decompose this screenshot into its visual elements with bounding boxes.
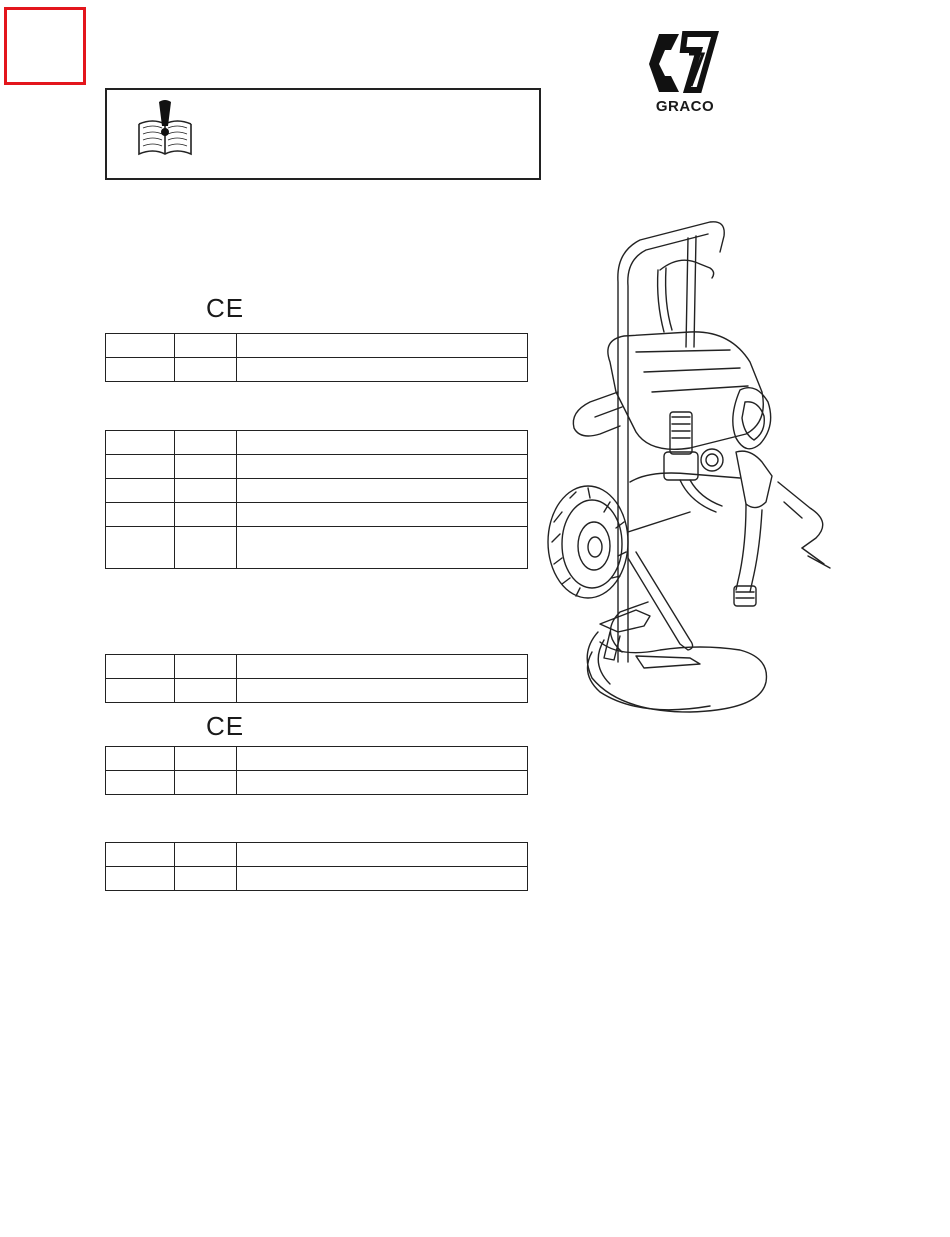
table-row <box>106 843 528 867</box>
table-cell <box>106 358 175 382</box>
airless-sprayer-cart-illustration <box>540 212 840 732</box>
graco-wordmark: GRACO <box>655 98 715 115</box>
table-cell <box>106 747 175 771</box>
table-cell <box>175 527 237 569</box>
table-cell <box>237 431 528 455</box>
table-cell <box>175 358 237 382</box>
model-table-5 <box>105 842 528 891</box>
table-cell <box>175 843 237 867</box>
table-row <box>106 527 528 569</box>
table-cell <box>175 503 237 527</box>
table-cell <box>106 867 175 891</box>
table-cell <box>237 747 528 771</box>
table-cell <box>237 771 528 795</box>
table-cell <box>106 527 175 569</box>
table-cell <box>175 747 237 771</box>
table-cell <box>106 771 175 795</box>
table-row <box>106 334 528 358</box>
graco-logo <box>645 30 725 120</box>
table-cell <box>237 334 528 358</box>
table-row <box>106 455 528 479</box>
table-cell <box>237 479 528 503</box>
table-cell <box>237 679 528 703</box>
table-row <box>106 655 528 679</box>
red-corner-box <box>4 7 86 85</box>
table-cell <box>175 431 237 455</box>
registered-mark: ® <box>711 30 718 40</box>
ce-mark: CE <box>206 293 245 323</box>
table-cell <box>237 867 528 891</box>
table-cell <box>106 334 175 358</box>
table-row <box>106 771 528 795</box>
graco-mark-icon <box>645 30 725 98</box>
ce-mark: CE <box>206 711 245 741</box>
table-row <box>106 503 528 527</box>
warning-box <box>105 88 541 180</box>
table-cell <box>106 455 175 479</box>
table-cell <box>237 503 528 527</box>
table-cell <box>237 655 528 679</box>
model-table-4 <box>105 746 528 795</box>
table-row <box>106 358 528 382</box>
table-cell <box>237 843 528 867</box>
table-cell <box>106 479 175 503</box>
table-row <box>106 679 528 703</box>
table-cell <box>106 655 175 679</box>
table-cell <box>175 771 237 795</box>
table-cell <box>175 334 237 358</box>
table-cell <box>106 843 175 867</box>
model-table-1 <box>105 333 528 382</box>
read-manual-warning-icon <box>135 98 195 158</box>
table-cell <box>106 679 175 703</box>
table-cell <box>237 527 528 569</box>
table-cell <box>175 455 237 479</box>
model-table-3 <box>105 654 528 703</box>
table-row <box>106 747 528 771</box>
table-cell <box>237 358 528 382</box>
table-cell <box>106 431 175 455</box>
table-cell <box>175 867 237 891</box>
table-cell <box>175 655 237 679</box>
model-table-2 <box>105 430 528 569</box>
table-cell <box>175 679 237 703</box>
table-cell <box>106 503 175 527</box>
table-row <box>106 431 528 455</box>
table-cell <box>175 479 237 503</box>
table-cell <box>237 455 528 479</box>
table-row <box>106 867 528 891</box>
table-row <box>106 479 528 503</box>
